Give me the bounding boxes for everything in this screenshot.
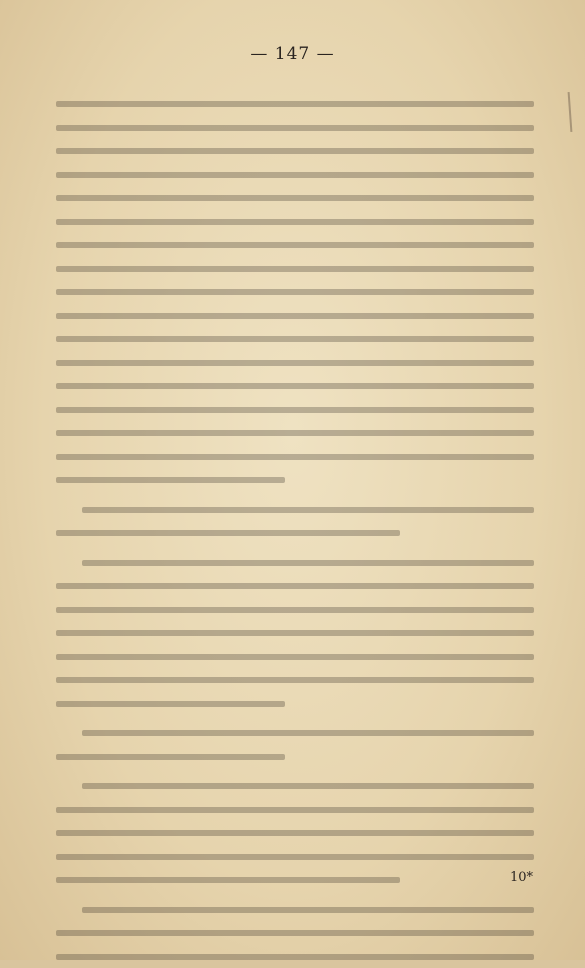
paragraph: [56, 774, 534, 892]
text-line-placeholder: [56, 521, 534, 545]
text-line-placeholder: [56, 398, 534, 422]
text-line-placeholder: [56, 821, 534, 845]
text-line-placeholder: [56, 304, 534, 328]
signature-mark: 10*: [510, 870, 533, 885]
text-line-placeholder: [56, 692, 534, 716]
text-line-placeholder: [56, 668, 534, 692]
text-line-placeholder: [56, 621, 534, 645]
text-line-placeholder: [56, 845, 534, 869]
text-line-placeholder: [56, 327, 534, 351]
text-line-placeholder: [56, 645, 534, 669]
text-line-placeholder: [56, 921, 534, 945]
text-line-placeholder: [56, 139, 534, 163]
text-line-placeholder: [56, 798, 534, 822]
text-line-placeholder: [56, 598, 534, 622]
paragraph: [56, 898, 534, 968]
text-line-placeholder: [56, 574, 534, 598]
text-line-placeholder: [56, 945, 534, 968]
text-line-placeholder: [56, 210, 534, 234]
text-line-placeholder: [56, 163, 534, 187]
text-line-placeholder: [56, 745, 534, 769]
text-line-placeholder: [56, 468, 534, 492]
text-line-placeholder: [56, 421, 534, 445]
text-line-placeholder: [56, 280, 534, 304]
paragraph: [56, 551, 534, 716]
text-line-placeholder: [56, 257, 534, 281]
text-line-placeholder: [56, 898, 534, 922]
text-line-placeholder: [56, 868, 534, 892]
paragraph: [56, 92, 534, 492]
text-line-placeholder: [56, 721, 534, 745]
page-number: — 147 —: [0, 44, 585, 64]
text-line-placeholder: [56, 498, 534, 522]
text-line-placeholder: [56, 774, 534, 798]
paragraph: [56, 498, 534, 545]
text-line-placeholder: [56, 92, 534, 116]
text-line-placeholder: [56, 116, 534, 140]
text-line-placeholder: [56, 551, 534, 575]
text-line-placeholder: [56, 351, 534, 375]
paragraph: [56, 721, 534, 768]
body-text: [56, 92, 534, 968]
text-line-placeholder: [56, 233, 534, 257]
margin-pencil-mark: [568, 92, 573, 132]
text-line-placeholder: [56, 374, 534, 398]
text-line-placeholder: [56, 445, 534, 469]
text-line-placeholder: [56, 186, 534, 210]
